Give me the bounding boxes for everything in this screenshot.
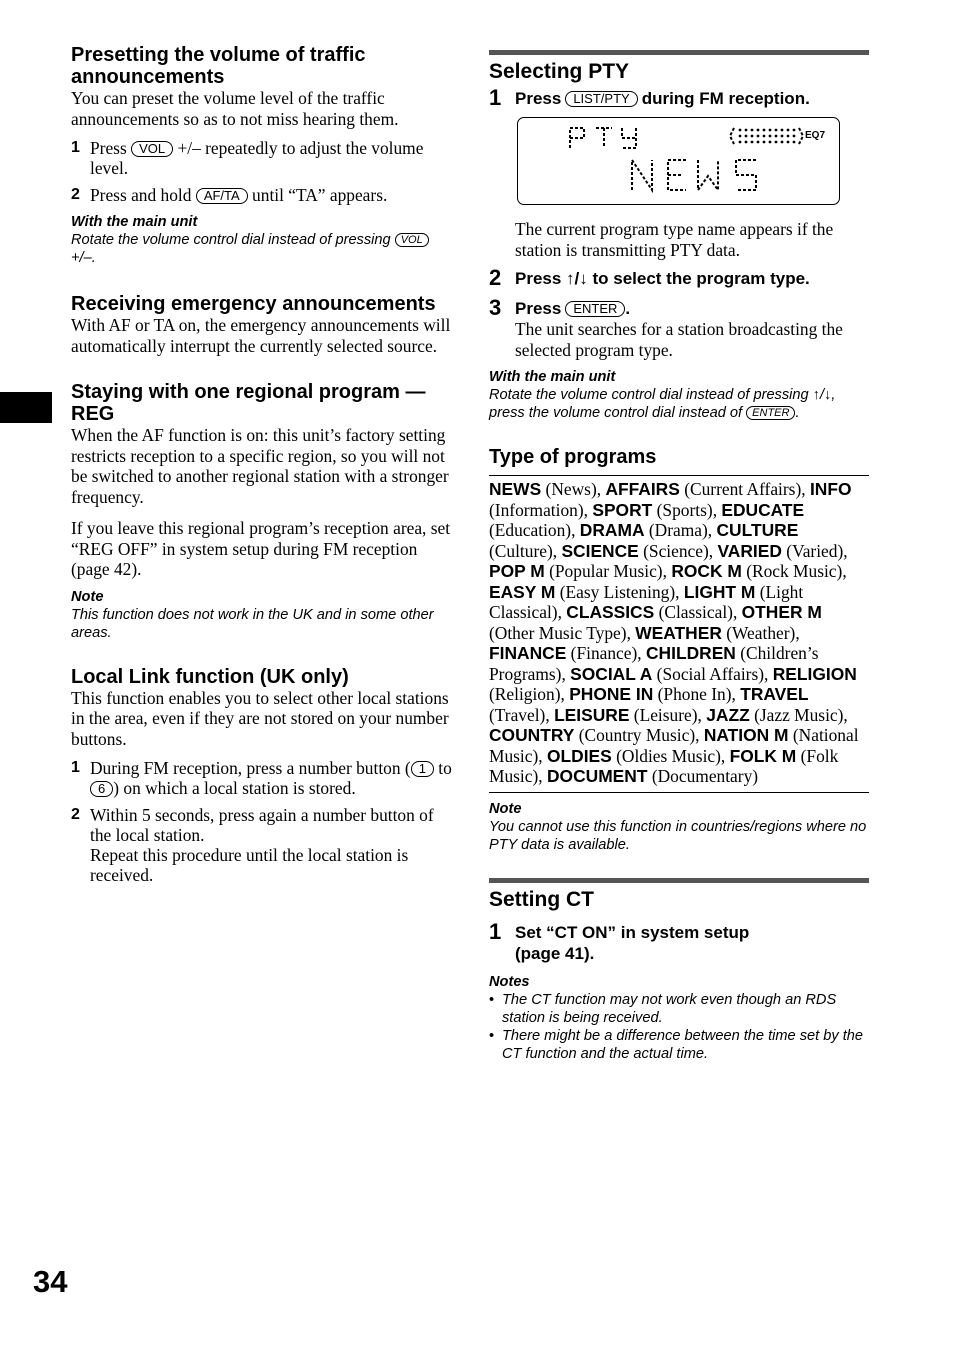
program-type-item: FINANCE (Finance),	[489, 643, 646, 663]
note-heading-main-unit: With the main unit	[71, 214, 198, 230]
program-type-desc: (Other Music Type)	[489, 622, 627, 643]
pty-step-3-desc: The unit searches for a station broadcasting the selected program type.	[515, 319, 843, 360]
lcd-dot-matrix	[739, 129, 796, 144]
enter-key-icon: ENTER	[565, 301, 625, 317]
heading-local-link: Local Link function (UK only)	[71, 665, 349, 688]
number-1-key-icon: 1	[411, 761, 434, 777]
program-type-desc: (Phone In)	[657, 684, 732, 704]
notes-heading: Notes	[489, 973, 530, 990]
program-type-name: ROCK M	[671, 561, 742, 581]
program-type-desc: (Children’s Programs)	[489, 643, 819, 684]
ct-step-1: 1 Set “CT ON” in system setup (page 41).	[489, 918, 750, 963]
program-type-item: CLASSICS (Classical),	[566, 602, 742, 622]
program-type-desc: (Jazz Music)	[754, 704, 844, 725]
program-type-item: VARIED (Varied),	[717, 540, 848, 561]
section-tab-marker	[0, 392, 52, 423]
vol-key-icon: VOL	[395, 233, 429, 247]
lcd-segments	[518, 118, 839, 204]
program-type-name: SCIENCE	[561, 540, 639, 561]
program-type-item: ROCK M (Rock Music),	[671, 561, 847, 581]
program-type-desc: (News)	[545, 479, 597, 499]
program-type-desc: (Social Affairs)	[656, 663, 765, 684]
program-type-desc: (Current Affairs)	[684, 479, 802, 499]
program-type-name: CULTURE	[716, 520, 799, 540]
traffic-step-1: 1 Press VOL +/– repeatedly to adjust the volume level.	[71, 138, 424, 178]
program-type-desc: (Weather)	[726, 622, 796, 643]
program-type-desc: (Drama)	[648, 520, 708, 540]
program-type-name: NEWS	[489, 479, 542, 499]
program-type-name: LIGHT M	[683, 581, 756, 602]
program-type-item	[547, 766, 758, 786]
local-link-step-1: 1 During FM reception, press a number button ( 1 to 6 ) on which a local station is stored.	[71, 758, 452, 798]
program-type-name: PHONE IN	[569, 684, 654, 704]
program-type-desc: (Finance)	[570, 643, 638, 663]
enter-key-icon: ENTER	[746, 406, 795, 420]
heading-setting-ct: Setting CT	[489, 887, 594, 911]
heading-emergency: Receiving emergency announcements	[71, 293, 436, 315]
program-type-desc: (Popular Music)	[549, 561, 663, 581]
program-type-desc: (National Music)	[489, 725, 859, 766]
lcd-display-illustration	[517, 117, 840, 205]
traffic-volume-intro: You can preset the volume level of the traffic announcements so as to not miss hearing them.	[71, 88, 399, 129]
program-type-name: EDUCATE	[721, 499, 805, 520]
program-type-item: OTHER M (Other Music Type),	[489, 602, 822, 643]
program-type-item: LEISURE (Leisure),	[554, 704, 707, 725]
program-type-name: DOCUMENT	[546, 766, 648, 786]
vol-key-icon: VOL	[131, 141, 173, 157]
program-type-desc: (Country Music)	[578, 725, 696, 745]
ct-note-1: • The CT function may not work even though an RDS station is being received.	[489, 991, 869, 1027]
program-type-item: OLDIES (Oldies Music),	[546, 745, 730, 766]
program-type-desc: (Classical)	[658, 602, 733, 622]
program-type-name: FOLK M	[729, 745, 797, 766]
program-type-name: SPORT	[592, 499, 653, 520]
lcd-eq-label: EQ7	[805, 130, 826, 141]
program-type-item: COUNTRY (Country Music),	[489, 725, 704, 745]
program-type-item: RELIGION (Religion),	[489, 663, 857, 704]
program-type-item: NATION M (National Music),	[489, 725, 859, 766]
program-type-name: EASY M	[489, 581, 556, 602]
pty-step-2: 2 Press ↑/↓ to select the program type.	[489, 265, 810, 290]
program-type-item: SCIENCE (Science),	[561, 540, 718, 561]
program-type-item: CULTURE (Culture),	[489, 520, 799, 561]
program-type-item: JAZZ (Jazz Music),	[706, 704, 848, 725]
program-type-name: CHILDREN	[646, 643, 736, 663]
program-type-desc: (Travel)	[489, 704, 546, 725]
program-type-desc: (Oldies Music)	[616, 745, 721, 766]
program-type-desc: (Light Classical)	[489, 581, 804, 622]
program-type-desc: (Rock Music)	[746, 561, 843, 581]
pty-note-main-unit: Rotate the volume control dial instead of pressing ↑/↓, press the volume control dial instead of ENTER .	[489, 387, 836, 421]
program-type-item: DRAMA (Drama),	[579, 520, 717, 540]
reg-paragraph-1: When the AF function is on: this unit’s factory setting restricts reception to a specific region, so you will not be switched to another regional station with a stronger frequency.	[71, 425, 449, 507]
local-link-intro: This function enables you to select other local stations in the area, even if they are not stored on your number buttons.	[71, 687, 449, 749]
traffic-step-2: 2 Press and hold AF/TA until “TA” appears.	[71, 185, 388, 205]
program-type-name: TRAVEL	[740, 684, 809, 704]
program-type-name: FINANCE	[489, 643, 567, 663]
program-type-name: VARIED	[717, 540, 782, 561]
program-type-list	[489, 479, 869, 787]
program-type-item: SOCIAL A (Social Affairs),	[570, 663, 773, 684]
note-heading: Note	[489, 800, 522, 817]
types-note: You cannot use this function in countries/regions where no PTY data is available.	[489, 818, 867, 853]
program-type-name: AFFAIRS	[605, 479, 680, 499]
program-type-name: COUNTRY	[489, 725, 575, 745]
program-type-item: CHILDREN (Children’s Programs),	[489, 643, 819, 684]
program-type-desc: (Culture)	[489, 540, 553, 561]
local-link-step-2: 2 Within 5 seconds, press again a number button of the local station. Repeat this procedure until the local station is received.	[71, 805, 434, 885]
program-type-desc: (Religion)	[489, 684, 561, 704]
program-type-desc: (Information)	[489, 499, 584, 520]
program-type-desc: (Varied)	[786, 540, 844, 561]
program-type-item: POP M (Popular Music),	[489, 561, 672, 581]
program-type-name: OTHER M	[741, 602, 822, 622]
program-type-desc: (Education)	[489, 520, 572, 540]
pty-step-3: 3 Press ENTER . The unit searches for a station broadcasting the selected program type.	[489, 298, 869, 360]
page-number: 34	[33, 1264, 68, 1299]
reg-note: This function does not work in the UK and in some other areas.	[71, 606, 434, 641]
heading-type-of-programs: Type of programs	[489, 446, 657, 468]
program-type-item: INFO (Information),	[489, 479, 852, 520]
note-heading-main-unit: With the main unit	[489, 369, 616, 385]
program-type-item: SPORT (Sports),	[592, 499, 722, 520]
program-type-item: NEWS (News),	[489, 479, 606, 499]
program-type-desc: (Documentary)	[651, 766, 759, 786]
program-type-desc: (Science)	[643, 540, 709, 561]
reg-paragraph-2: If you leave this regional program’s reception area, set “REG OFF” in system setup during FM reception (page 42).	[71, 518, 451, 579]
note-heading: Note	[71, 588, 104, 605]
program-type-name: NATION M	[703, 725, 789, 745]
program-type-name: INFO	[809, 479, 852, 499]
program-type-desc: (Easy Listening)	[559, 581, 676, 602]
ct-note-2: • There might be a difference between the time set by the CT function and the actual time.	[489, 1027, 869, 1063]
program-type-name: JAZZ	[706, 704, 750, 725]
program-type-name: RELIGION	[772, 663, 857, 684]
pty-step-1: 1 Press LIST/PTY during FM reception.	[489, 85, 810, 110]
number-6-key-icon: 6	[90, 781, 113, 797]
program-type-item: TRAVEL (Travel),	[489, 684, 809, 725]
program-type-name: LEISURE	[554, 704, 630, 725]
heading-traffic-volume: Presetting the volume of traffic announcements	[71, 44, 366, 88]
heading-selecting-pty: Selecting PTY	[489, 60, 630, 83]
program-type-item: EDUCATE (Education),	[489, 499, 805, 540]
program-type-desc: (Folk Music)	[489, 745, 839, 786]
emergency-body: With AF or TA on, the emergency announcements will automatically interrupt the currently selected source.	[71, 315, 451, 356]
program-type-name: CLASSICS	[566, 602, 655, 622]
program-type-item: WEATHER (Weather),	[635, 622, 800, 643]
left-column	[71, 44, 455, 885]
program-type-item: EASY M (Easy Listening),	[489, 581, 684, 602]
pty-caption: The current program type name appears if the station is transmitting PTY data.	[515, 219, 834, 260]
heading-reg: Staying with one regional program — REG	[71, 381, 426, 425]
program-type-name: POP M	[489, 561, 545, 581]
note-main-unit: Rotate the volume control dial instead of pressing VOL +/–.	[71, 231, 455, 267]
list-pty-key-icon: LIST/PTY	[565, 91, 637, 107]
program-type-item: AFFAIRS (Current Affairs),	[605, 479, 810, 499]
program-type-desc: (Leisure)	[633, 704, 698, 725]
program-type-name: WEATHER	[635, 622, 722, 643]
program-type-item: FOLK M (Folk Music),	[489, 745, 839, 786]
right-column	[489, 50, 869, 1063]
program-type-name: SOCIAL A	[570, 663, 653, 684]
af-ta-key-icon: AF/TA	[196, 188, 248, 204]
program-type-item: LIGHT M (Light Classical),	[489, 581, 804, 622]
program-type-name: DRAMA	[579, 520, 645, 540]
program-type-desc: (Sports)	[656, 499, 713, 520]
program-type-item: PHONE IN (Phone In),	[569, 684, 741, 704]
program-type-name: OLDIES	[546, 745, 612, 766]
